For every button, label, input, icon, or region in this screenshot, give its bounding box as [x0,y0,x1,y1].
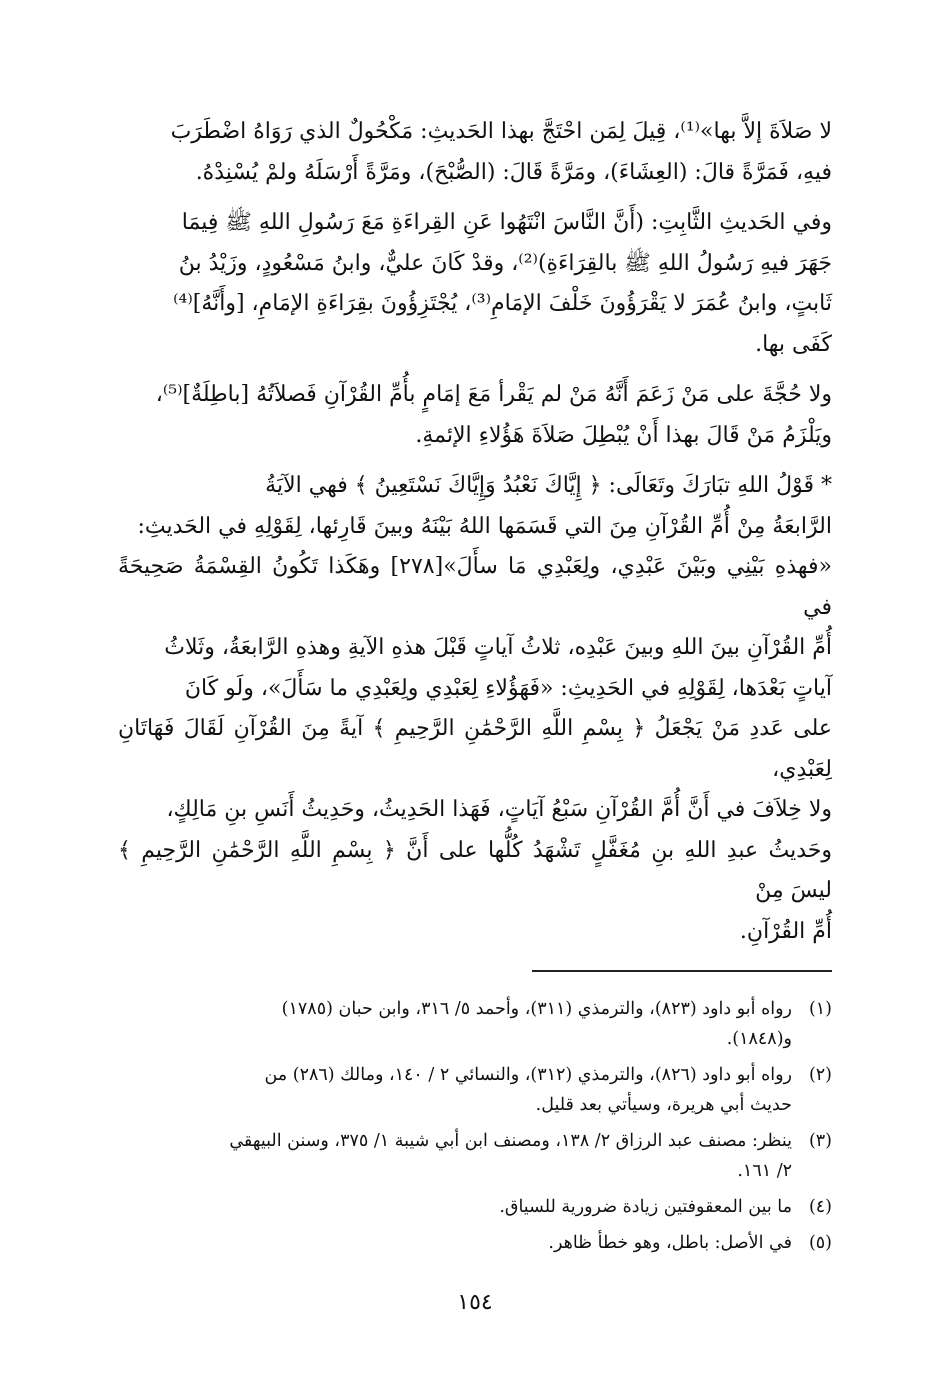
footnote-text [118,1060,792,1120]
footnote-number: (٣) [808,1131,832,1151]
footnote-text [118,1126,792,1186]
footnote-line: رواه أبو داود (٨٢٣)، والترمذي (٣١١)، وأحمد ٥/ ٣١٦، وابن حبان (١٧٨٥) [281,999,792,1019]
text-line: «فهذهِ بَيْنِي وبَيْنَ عَبْدِي، ولِعَبْدِي مَا سأَلَ»[٢٧٨] وهَكَذا تَكُونُ القِسْمَةُ صَحِيحَةً في [118,554,832,620]
paragraph [118,203,832,365]
footnotes [118,994,832,1258]
text-line: أُمِّ القُرْآنِ. [739,918,832,944]
text-line: وحَديثُ عبدِ اللهِ بنِ مُغَفَّلٍ تَشْهَدُ كُلُّها على أَنَّ ﴿ بِسْمِ اللَّهِ الرَّحْمَٰنِ الرَّحِيمِ ﴾ ليسَ مِنْ [118,837,832,903]
text-line: * قَوْلُ اللهِ تبَارَكَ وتَعَالَى: ﴿ إِيَّاكَ نَعْبُدُ وَإِيَّاكَ نَسْتَعِينُ ﴾ فهي الآيَةُ [265,473,832,498]
text-line: فيهِ، فَمَرَّةً قالَ: (العِشَاءَ)، ومَرَّةً قَالَ: (الصُّبْحَ)، ومَرَّةً أَرْسَلَهُ ولمْ يُسْنِدْهُ. [195,159,832,185]
footnote-number: (٥) [808,1233,832,1253]
footnote-line: ٢/ ١٦١. [737,1161,792,1181]
footnote [118,1126,832,1186]
text-line: أُمِّ القُرْآنِ بينَ اللهِ وبينَ عَبْدِه، ثلاثُ آياتٍ قَبْلَ هذهِ الآيةِ وهذهِ الرَّابعَةُ، وثَلاثُ [164,635,832,660]
text-line: آياتٍ بَعْدَها، لِقَوْلِهِ في الحَدِيثِ: «فَهَؤُلاءِ لِعَبْدِي ولِعَبْدِي ما سَأَلَ»، ولَو كَانَ [184,675,832,701]
footnote-line: ما بين المعقوفتين زيادة ضرورية للسياق. [499,1197,792,1217]
page-number: ١٥٤ [457,1290,493,1315]
text-line: على عَددِ مَنْ يَجْعَلُ ﴿ بِسْمِ اللَّهِ الرَّحْمَٰنِ الرَّحِيمِ ﴾ آيةً مِنَ القُرْآنِ لَقَالَ فَهَاتَانِ لِعَبْدِي، [118,716,832,782]
paragraph [118,112,832,193]
footnote-line: حديث أبي هريرة، وسيأتي بعد قليل. [535,1095,792,1115]
text-line: الرَّابعَةُ مِنْ أُمِّ القُرْآنِ مِنَ التي قَسَمَها اللهُ بَيْنَهُ وبينَ قَارِئها، لِقَوْلِهِ في الحَديثِ: [137,513,832,539]
footnote-text [118,994,792,1054]
footnote-line: رواه أبو داود (٨٢٦)، والترمذي (٣١٢)، والنسائي ٢ / ١٤٠، ومالك (٢٨٦) من [264,1065,792,1085]
footnote-text [118,1228,792,1258]
footnote [118,1228,832,1258]
footnote [118,994,832,1054]
footnote-number: (٢) [808,1065,832,1085]
footnote [118,1192,832,1222]
footnote [118,1060,832,1120]
footnote-line: ينظر: مصنف عبد الرزاق ٢/ ١٣٨، ومصنف ابن أبي شيبة ١/ ٣٧٥، وسنن البيهقي [229,1131,792,1151]
text-line: وفي الحَديثِ الثَّابِتِ: (أَنَّ النَّاسَ انْتَهُوا عَنِ القِراءَةِ مَعَ رَسُولِ اللهِ ﷺ فِيمَا [181,210,832,235]
main-text [118,112,832,952]
footnote-text [118,1192,792,1222]
footnote-line: في الأصل: باطل، وهو خطأ ظاهر. [548,1233,792,1253]
text-line: لا صَلاَةَ إلاَّ بها»⁽¹⁾، قِيلَ لِمَن احْتَجَّ بهذا الحَديثِ: مَكْحُولٌ الذي رَوَاهُ اضْطَرَبَ [170,119,832,144]
paragraph [118,375,832,456]
text-line: ثَابتٍ، وابنُ عُمَرَ لا يَقْرَؤُونَ خَلْفَ الإمَامِ⁽³⁾، يُجْتَزِؤُونَ بقِرَاءَةِ الإمَامِ، [وأَنَّهُ]⁽⁴⁾ [173,291,832,316]
text-line: ويَلْزَمُ مَنْ قَالَ بهذا أَنْ يُبْطِلَ صَلاَةَ هَؤُلاءِ الإئمةِ. [415,422,832,448]
footnote-number: (١) [808,999,832,1019]
footnote-line: و(١٨٤٨). [726,1029,792,1049]
text-line: جَهَرَ فيهِ رَسُولُ اللهِ ﷺ بالقِرَاءَةِ)⁽²⁾، وقدْ كَانَ عليٌّ، وابنُ مَسْعُودٍ، وزَيْدُ بنُ [178,250,832,276]
footnote-number: (٤) [808,1197,832,1217]
footnote-divider [532,970,832,972]
paragraph [118,466,832,952]
text-line: ولا خِلاَفَ في أَنَّ أُمَّ القُرْآنِ سَبْعُ آيَاتٍ، فَهَذا الحَدِيثُ، وحَدِيثُ أَنَسِ بنِ مَالِكٍ، [166,797,832,822]
text-line: كَفَى بها. [755,331,832,357]
text-line: ولا حُجَّةَ على مَنْ زَعَمَ أَنَّهُ مَنْ لم يَقْرأ مَعَ إمَامٍ بأُمِّ القُرْآنِ فَصلاَتُهُ [باطِلَةٌ]⁽⁵⁾، [155,382,832,407]
